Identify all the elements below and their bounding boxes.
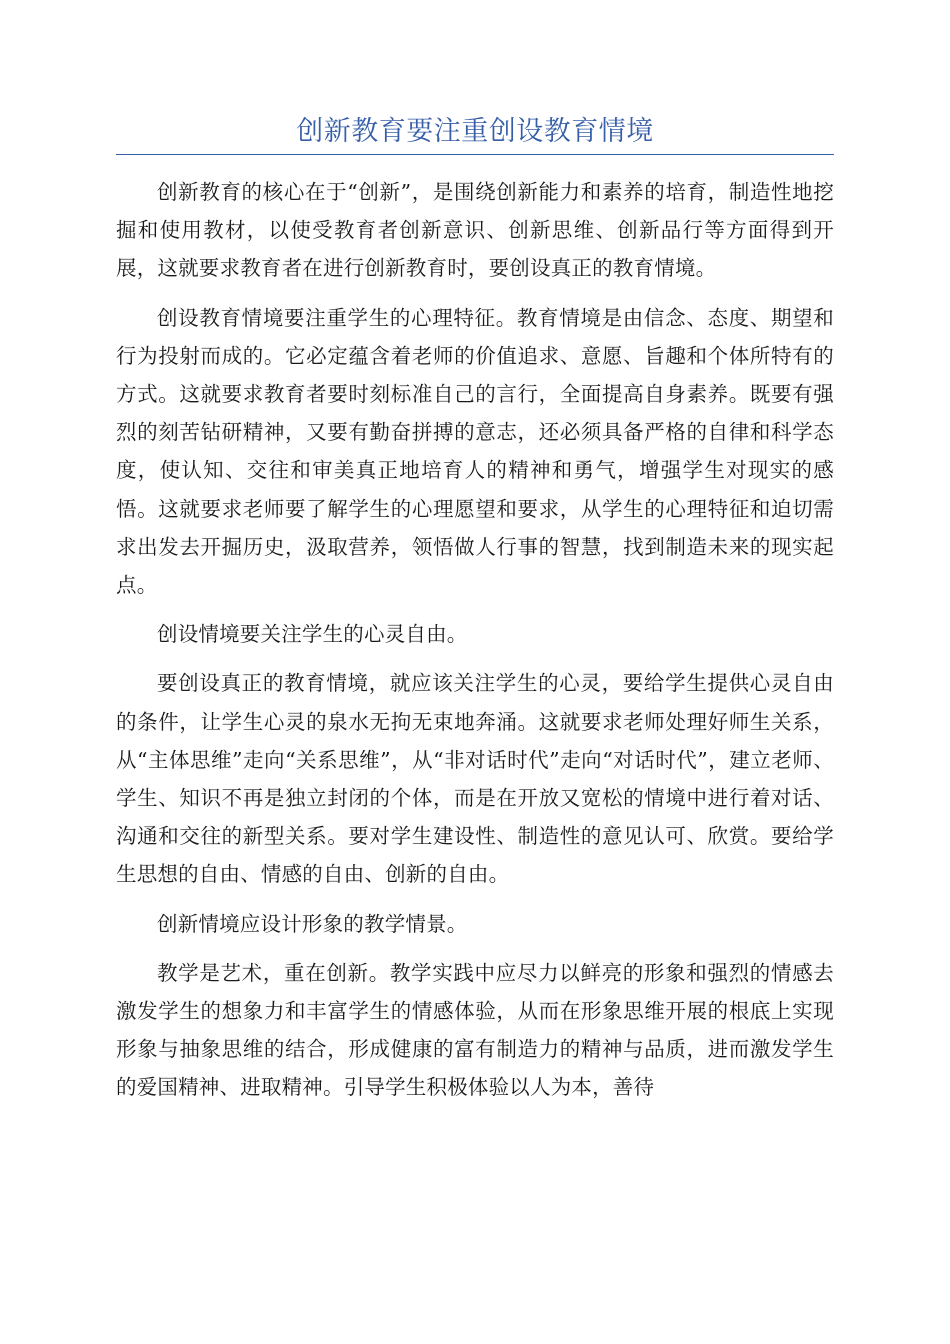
document-title: 创新教育要注重创设教育情境: [296, 116, 654, 147]
title-underline: [116, 154, 834, 155]
paragraph-5: 创新情境应设计形象的教学情景。: [157, 911, 468, 936]
paragraph-1: 创新教育的核心在于“创新”，是围绕创新能力和素养的培育，制造性地挖掘和使用教材，以使受教育者创新意识、创新思维、创新品行等方面得到开展，这就要求教育者在进行创新教育时，要创设真正的教育情境。: [116, 180, 834, 281]
paragraph-2: 创设教育情境要注重学生的心理特征。教育情境是由信念、态度、期望和行为投射而成的。它必定蕴含着老师的价值追求、意愿、旨趣和个体所特有的方式。这就要求教育者要时刻标准自己的言行，全面提高自身素养。既要有强烈的刻苦钻研精神，又要有勤奋拼搏的意志，还必须具备严格的自律和科学态度，使认知、交往和审美真正地培育人的精神和勇气，增强学生对现实的感悟。这就要求老师要了解学生的心理愿望和要求，从学生的心理特征和迫切需求出发去开掘历史，汲取营养，领悟做人行事的智慧，找到制造未来的现实起点。: [116, 305, 834, 598]
title-block: [116, 112, 834, 152]
paragraph-6: 教学是艺术，重在创新。教学实践中应尽力以鲜亮的形象和强烈的情感去激发学生的想象力和丰富学生的情感体验，从而在形象思维开展的根底上实现形象与抽象思维的结合，形成健康的富有制造力的精神与品质，进而激发学生的爱国精神、进取精神。引导学生积极体验以人为本，善待: [116, 960, 834, 1100]
document-body: [116, 173, 834, 1118]
paragraph-3: 创设情境要关注学生的心灵自由。: [157, 622, 468, 647]
paragraph-4: 要创设真正的教育情境，就应该关注学生的心灵，要给学生提供心灵自由的条件，让学生心灵的泉水无拘无束地奔涌。这就要求老师处理好师生关系，从“主体思维”走向“关系思维”，从“非对话时代”走向“对话时代”，建立老师、学生、知识不再是独立封闭的个体，而是在开放又宽松的情境中进行着对话、沟通和交往的新型关系。要对学生建设性、制造性的意见认可、欣赏。要给学生思想的自由、情感的自由、创新的自由。: [116, 671, 834, 887]
